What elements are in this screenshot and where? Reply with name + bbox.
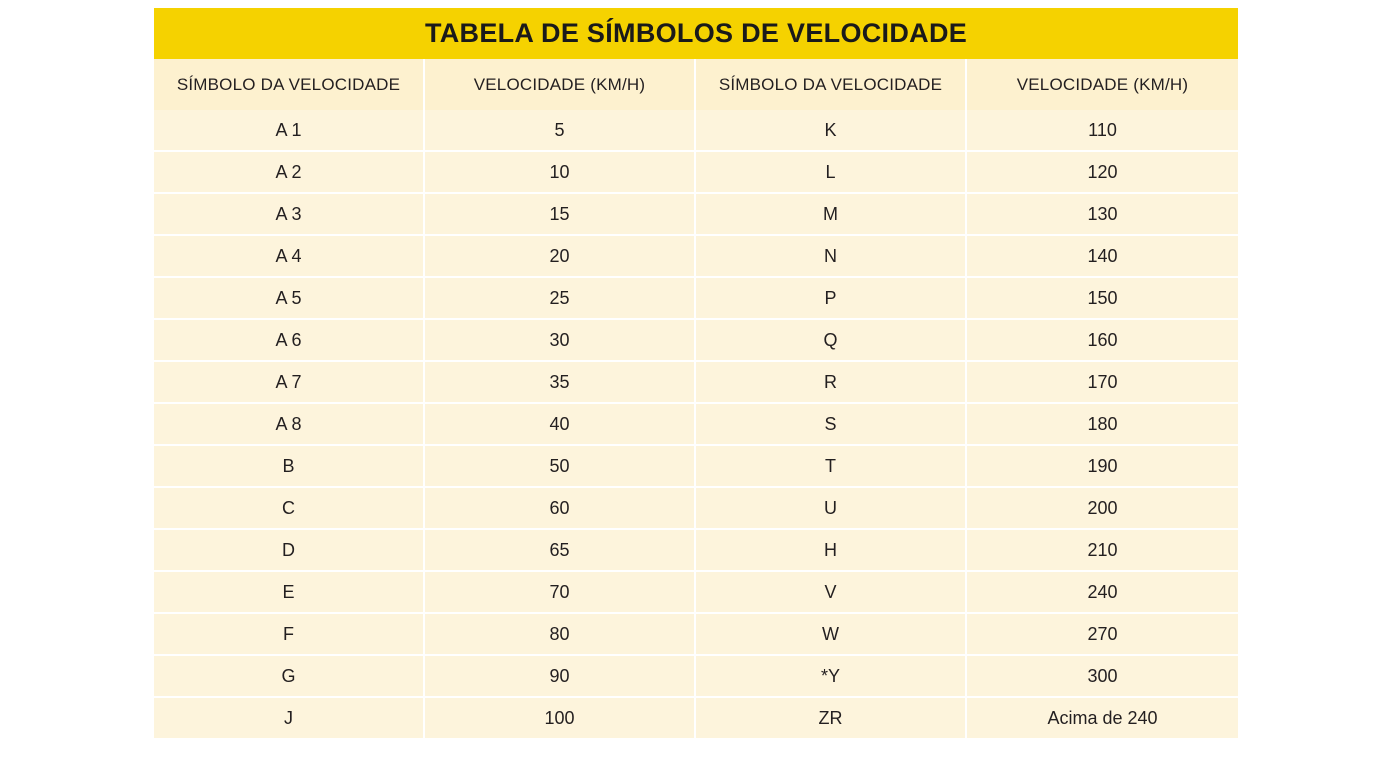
cell-speed-right: 140 <box>966 235 1238 277</box>
cell-speed-left: 30 <box>424 319 695 361</box>
cell-symbol-left: E <box>154 571 424 613</box>
table-row <box>154 529 1238 571</box>
cell-speed-left: 90 <box>424 655 695 697</box>
cell-speed-left: 15 <box>424 193 695 235</box>
table-body <box>154 110 1238 738</box>
column-header-speed-left: VELOCIDADE (KM/H) <box>424 59 695 110</box>
cell-speed-left: 20 <box>424 235 695 277</box>
cell-symbol-right: R <box>695 361 966 403</box>
table-row <box>154 193 1238 235</box>
cell-symbol-left: A 6 <box>154 319 424 361</box>
cell-symbol-left: A 4 <box>154 235 424 277</box>
speed-symbols-table <box>154 8 1238 738</box>
cell-symbol-right: S <box>695 403 966 445</box>
table-row <box>154 445 1238 487</box>
cell-symbol-right: *Y <box>695 655 966 697</box>
cell-speed-left: 80 <box>424 613 695 655</box>
table-row <box>154 110 1238 151</box>
cell-symbol-left: G <box>154 655 424 697</box>
cell-symbol-left: A 1 <box>154 110 424 151</box>
cell-speed-right: 200 <box>966 487 1238 529</box>
cell-speed-left: 10 <box>424 151 695 193</box>
cell-speed-right: 210 <box>966 529 1238 571</box>
cell-speed-right: 180 <box>966 403 1238 445</box>
cell-speed-right: 110 <box>966 110 1238 151</box>
cell-symbol-right: W <box>695 613 966 655</box>
cell-speed-right: 170 <box>966 361 1238 403</box>
cell-speed-right: 160 <box>966 319 1238 361</box>
cell-speed-left: 65 <box>424 529 695 571</box>
cell-symbol-right: K <box>695 110 966 151</box>
table-title-cell <box>154 8 1238 59</box>
cell-symbol-left: C <box>154 487 424 529</box>
cell-speed-right: 190 <box>966 445 1238 487</box>
cell-symbol-left: A 2 <box>154 151 424 193</box>
cell-symbol-left: B <box>154 445 424 487</box>
table-row <box>154 361 1238 403</box>
column-header-symbol-left: SÍMBOLO DA VELOCIDADE <box>154 59 424 110</box>
cell-speed-left: 70 <box>424 571 695 613</box>
cell-symbol-right: M <box>695 193 966 235</box>
cell-symbol-right: L <box>695 151 966 193</box>
page-title: TABELA DE SÍMBOLOS DE VELOCIDADE <box>424 18 968 48</box>
header-row <box>154 59 1238 110</box>
cell-speed-left: 5 <box>424 110 695 151</box>
cell-symbol-left: D <box>154 529 424 571</box>
cell-speed-right: 240 <box>966 571 1238 613</box>
table-column-headers <box>154 59 1238 110</box>
cell-speed-right: 120 <box>966 151 1238 193</box>
table-title-row <box>154 8 1238 59</box>
cell-symbol-right: N <box>695 235 966 277</box>
cell-symbol-left: J <box>154 697 424 738</box>
table-row <box>154 571 1238 613</box>
cell-speed-left: 40 <box>424 403 695 445</box>
cell-speed-left: 25 <box>424 277 695 319</box>
cell-speed-right: 270 <box>966 613 1238 655</box>
cell-symbol-left: A 7 <box>154 361 424 403</box>
cell-speed-left: 35 <box>424 361 695 403</box>
cell-speed-right: 300 <box>966 655 1238 697</box>
table-row <box>154 319 1238 361</box>
table-row <box>154 487 1238 529</box>
cell-symbol-right: U <box>695 487 966 529</box>
cell-speed-left: 60 <box>424 487 695 529</box>
column-header-speed-right: VELOCIDADE (KM/H) <box>966 59 1238 110</box>
cell-speed-right: Acima de 240 <box>966 697 1238 738</box>
table-row <box>154 277 1238 319</box>
table-row <box>154 655 1238 697</box>
cell-symbol-right: V <box>695 571 966 613</box>
cell-symbol-right: Q <box>695 319 966 361</box>
cell-symbol-left: A 3 <box>154 193 424 235</box>
table-title-head <box>154 8 1238 59</box>
cell-symbol-left: F <box>154 613 424 655</box>
table-row <box>154 613 1238 655</box>
cell-symbol-right: T <box>695 445 966 487</box>
cell-symbol-right: H <box>695 529 966 571</box>
column-header-symbol-right: SÍMBOLO DA VELOCIDADE <box>695 59 966 110</box>
cell-speed-right: 150 <box>966 277 1238 319</box>
cell-speed-right: 130 <box>966 193 1238 235</box>
speed-symbols-table-container <box>154 8 1238 738</box>
cell-symbol-left: A 8 <box>154 403 424 445</box>
table-row <box>154 151 1238 193</box>
cell-speed-left: 50 <box>424 445 695 487</box>
table-row <box>154 403 1238 445</box>
cell-symbol-right: P <box>695 277 966 319</box>
table-row <box>154 697 1238 738</box>
cell-symbol-right: ZR <box>695 697 966 738</box>
table-row <box>154 235 1238 277</box>
cell-speed-left: 100 <box>424 697 695 738</box>
cell-symbol-left: A 5 <box>154 277 424 319</box>
